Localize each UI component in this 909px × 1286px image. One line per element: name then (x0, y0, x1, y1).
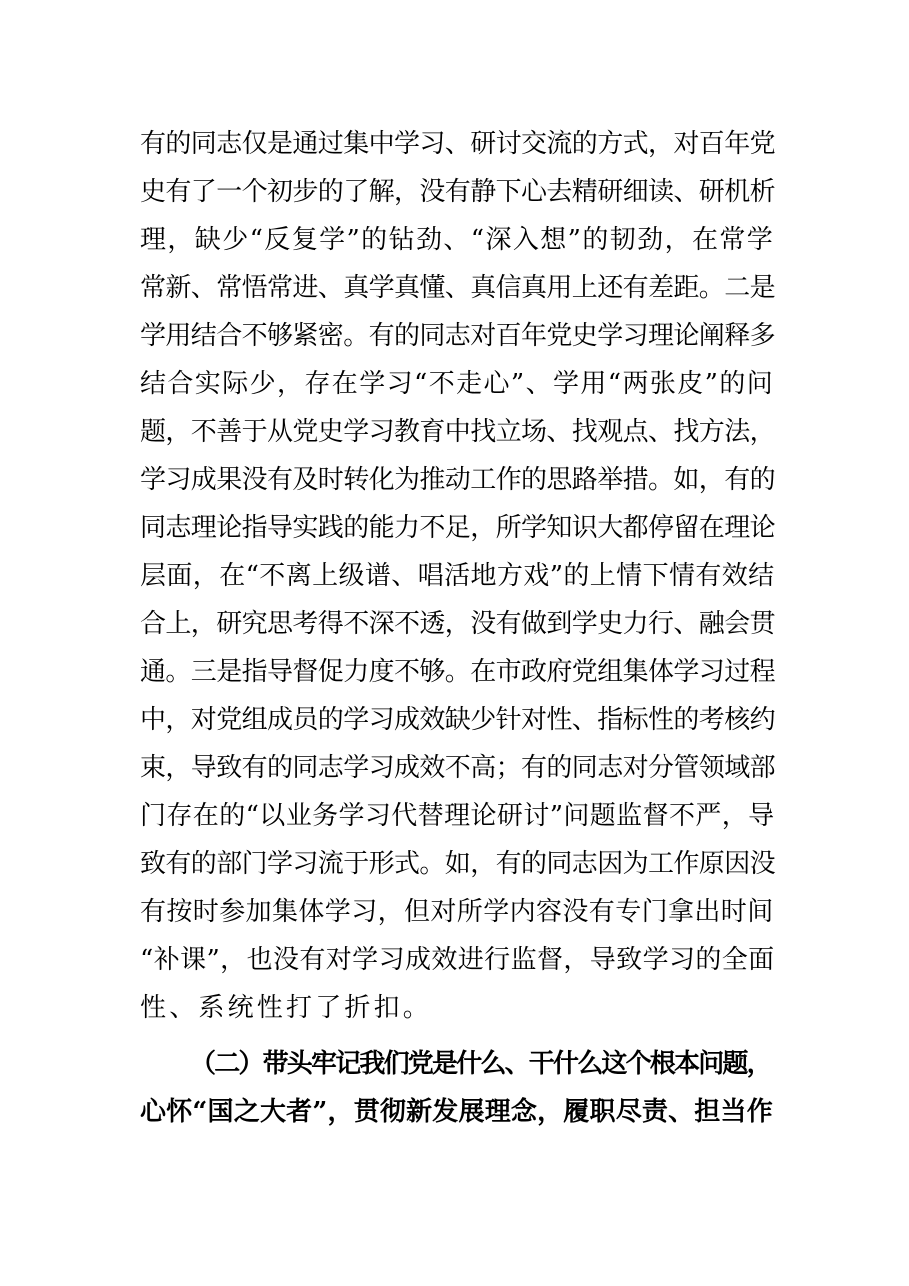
body-line-1: 有的同志仅是通过集中学习、研讨交流的方式，对百年党 (140, 129, 776, 159)
body-line-7: 题，不善于从党史学习教育中找立场、找观点、找方法， (140, 417, 776, 447)
body-line-8: 学习成果没有及时转化为推动工作的思路举措。如，有的 (140, 465, 776, 495)
body-line-3: 理，缺少“反复学”的钻劲、“深入想”的韧劲，在常学 (140, 225, 775, 255)
section-heading-line-1: （二）带头牢记我们党是什么、干什么这个根本问题， (190, 1049, 771, 1079)
body-line-4: 常新、常悟常进、真学真懂、真信真用上还有差距。二是 (140, 273, 776, 303)
body-line-16: 致有的部门学习流于形式。如，有的同志因为工作原因没 (140, 849, 776, 879)
body-line-13: 中，对党组成员的学习成效缺少针对性、指标性的考核约 (140, 705, 776, 735)
body-line-2: 史有了一个初步的了解，没有静下心去精研细读、研机析 (140, 177, 776, 207)
body-line-9: 同志理论指导实践的能力不足，所学知识大都停留在理论 (140, 513, 776, 543)
body-line-6: 结合实际少，存在学习“不走心”、学用“两张皮”的问 (140, 369, 775, 399)
body-line-11: 合上，研究思考得不深不透，没有做到学史力行、融会贯 (140, 609, 776, 639)
section-heading-line-2: 心怀“国之大者”，贯彻新发展理念，履职尽责、担当作 (140, 1097, 773, 1127)
body-line-19: 性、系统性打了折扣。 (140, 993, 433, 1023)
body-line-17: 有按时参加集体学习，但对所学内容没有专门拿出时间 (140, 897, 774, 927)
body-line-10: 层面，在“不离上级谱、唱活地方戏”的上情下情有效结 (140, 561, 775, 591)
body-line-18: “补课”，也没有对学习成效进行监督，导致学习的全面 (140, 945, 775, 975)
body-line-5: 学用结合不够紧密。有的同志对百年党史学习理论阐释多 (140, 321, 776, 351)
body-line-14: 束，导致有的同志学习成效不高；有的同志对分管领域部 (140, 753, 776, 783)
body-line-12: 通。三是指导督促力度不够。在市政府党组集体学习过程 (140, 657, 776, 687)
body-line-15: 门存在的“以业务学习代替理论研讨”问题监督不严，导 (140, 801, 775, 831)
